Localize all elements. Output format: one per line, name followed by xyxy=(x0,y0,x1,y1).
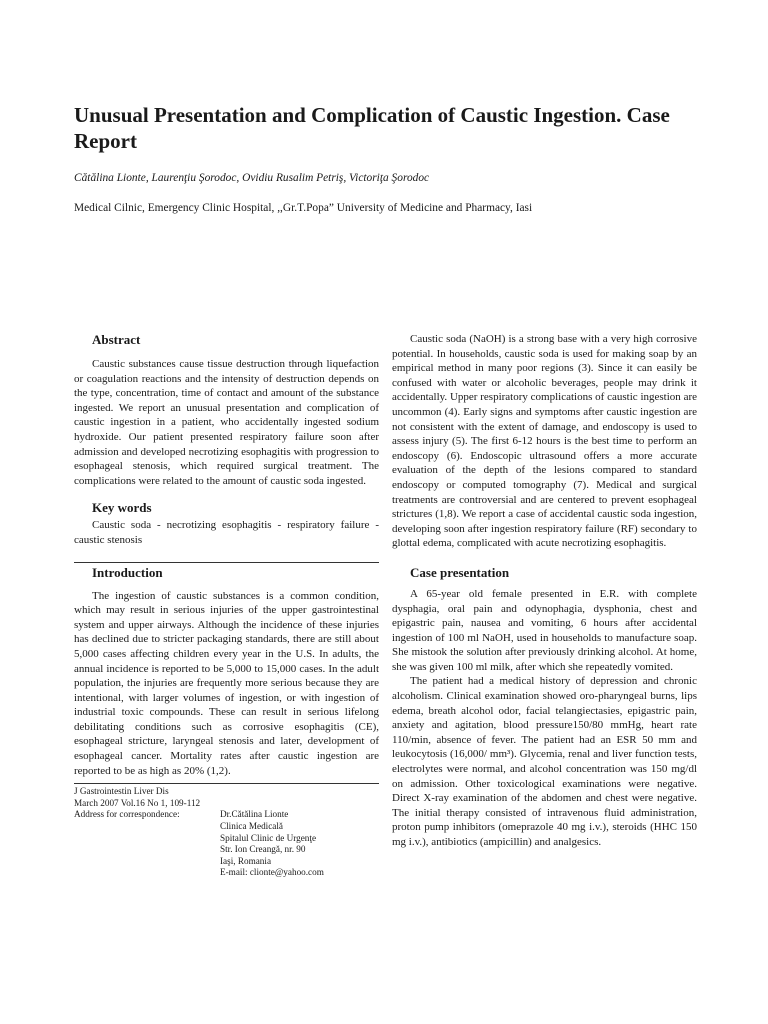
journal-issue: March 2007 Vol.16 No 1, 109-112 xyxy=(74,797,201,808)
address-line: Str. Ion Creangă, nr. 90 xyxy=(220,844,306,855)
address-label: Address for correspondence: xyxy=(74,809,180,820)
case-paragraph-2: The patient had a medical history of depression and chronic alcoholism. Clinical examination showed oro-pharyngeal burns, lips edema, breath alcohol odor, facial telangiectasies, epigastric pain, anxiety and agitation, blood pressure150/80 mmHg, heart rate 110/min, absence of fever. The patient had an ESR 50 mm and leukocytosis (16,000/ mm³). Glycemia, renal and liver function tests, electrolytes were normal, and alcohol concentration was 150 mg/dl on admission. Other toxicological examinations were negative. Direct X-ray examination of the abdomen and chest were negative. The initial therapy consisted of intravenous fluid administration, proton pump inhibitors (omeprazole 40 mg i.v.), steroids (HHC 150 mg i.v.), antibiotics (ampicillin) and analgesics. xyxy=(392,675,697,848)
journal-footnote xyxy=(74,786,379,879)
left-column xyxy=(74,332,379,879)
address-lines xyxy=(220,809,324,879)
keywords-text: Caustic soda - necrotizing esophagitis - respiratory failure - caustic stenosis xyxy=(74,519,379,546)
address-line: Iaşi, Romania xyxy=(220,855,272,866)
abstract-text: Caustic substances cause tissue destruction through liquefaction or coagulation reactions and the intensity of destruction depends on the type, concentration, time of contact and amount of the substance ingested. We report an unusual presentation and complication of caustic ingestion in a patient, who accidentally ingested sodium hydroxide. Our patient presented respiratory failure soon after admission and developed necrotizing esophagitis with progression to esophageal stenosis, which required surgical treatment. The complications were related to the amount of caustic soda ingested. xyxy=(74,358,379,487)
footnote-divider xyxy=(74,783,379,784)
journal-name: J Gastrointestin Liver Dis xyxy=(74,786,169,797)
keywords-heading: Key words xyxy=(92,500,152,516)
address-line: Dr.Cătălina Lionte xyxy=(220,809,289,820)
section-divider xyxy=(74,562,379,563)
case-presentation-heading: Case presentation xyxy=(410,564,510,580)
address-line: Clinica Medicală xyxy=(220,821,284,832)
article-title: Unusual Presentation and Complication of Caustic Ingestion. Case Report xyxy=(74,103,670,153)
case-paragraph-1: A 65-year old female presented in E.R. with complete dysphagia, oral pain and odynophagia, dysphonia, chest and epigastric pain, nausea and vomiting, 6 hours after accidental ingestion of 100 ml NaOH, used in households to manufacture soap. She mistook the solution after previously drinking alcohol. At home, she was given 100 ml milk, after which she repeatedly vomited. xyxy=(392,587,697,673)
address-line: Spitalul Clinic de Urgenţe xyxy=(220,832,317,843)
affiliation: Medical Cilnic, Emergency Clinic Hospital, ,,Gr.T.Popa” University of Medicine and Pharmacy, Iasi xyxy=(74,202,533,214)
email-address[interactable]: E-mail: clionte@yahoo.com xyxy=(220,867,324,878)
author-list: Cătălina Lionte, Laurenţiu Şorodoc, Ovidiu Rusalim Petriş, Victoriţa Şorodoc xyxy=(74,172,430,184)
right-column xyxy=(392,332,697,850)
introduction-continued-text: Caustic soda (NaOH) is a strong base with a very high corrosive potential. In households, caustic soda is used for making soap by an empirical method in many poor regions (3). Since it can easily be confused with water or alcoholic beverages, people may drink it accidentally. Upper respiratory complications of caustic ingestion are uncommon (4). Early signs and symptoms after caustic ingestion are not consistent with the extent of damage, and endoscopy is used to assess injury (5). The first 6-12 hours is the best time to perform an endoscopy (6). Endoscopic ultrasound offers a more accurate evaluation of the depth of the lesions compared to standard endoscopy or computed tomography (7). Medical and surgical treatments are controversial and are centered to prevent esophageal strictures (1,8). We report a case of accidental caustic soda ingestion, developing soon after ingestion respiratory failure (RF) secondary to glottal edema, complicated with acute necrotizing esophagitis. xyxy=(392,333,697,550)
correspondence-address xyxy=(74,809,379,879)
abstract-heading: Abstract xyxy=(92,332,141,347)
introduction-heading: Introduction xyxy=(92,564,163,580)
introduction-text: The ingestion of caustic substances is a common condition, which may result in serious injuries of the upper gastrointestinal system and upper airways. Although the incidence of these injuries has declined due to stricter packaging standards, there are still about 5,000 cases affecting children every year in the U.S. In adults, the annual incidence is reported to be 5,000 to 15,000 cases. In the adult population, the injuries are frequently more serious because they are intentional, with larger volumes of ingestion, or with ingestion of industrial toxic compounds. These can result in serious lifelong debilitating conditions such as corrosive esophagitis (CE), esophageal stricture, laryngeal stenosis and later, development of esophageal cancer. Mortality rates after caustic ingestion are reported to be as high as 20% (1,2). xyxy=(74,589,379,777)
